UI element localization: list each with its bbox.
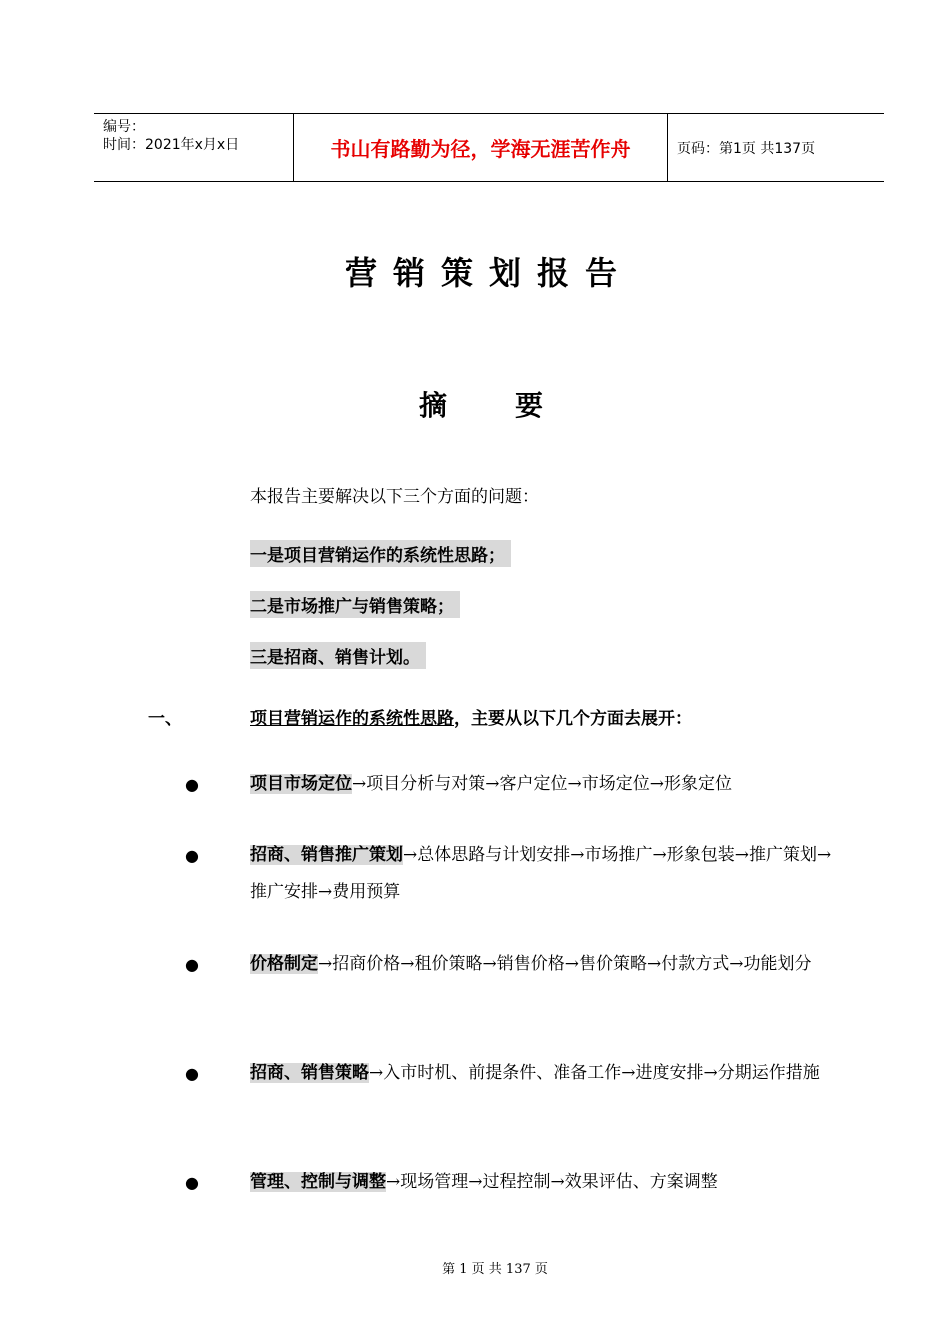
intro-text: 本报告主要解决以下三个方面的问题： bbox=[250, 487, 539, 507]
header-meta-cell bbox=[94, 114, 294, 181]
page-title: 营销策划报告 bbox=[344, 254, 633, 292]
page-footer: 第 1 页 共 137 页 bbox=[442, 1262, 548, 1277]
list-item bbox=[250, 1164, 840, 1201]
list-item-text: →入市时机、前提条件、准备工作→进度安排→分期运作措施 bbox=[369, 1063, 820, 1083]
document-number-label: 编号： bbox=[103, 119, 145, 135]
list-item-lead: 项目市场定位 bbox=[250, 774, 352, 794]
section-number: 一、 bbox=[148, 709, 182, 729]
list-item-lead: 招商、销售推广策划 bbox=[250, 845, 403, 865]
list-item bbox=[250, 1055, 840, 1092]
header-motto: 书山有路勤为径，学海无涯苦作舟 bbox=[294, 114, 668, 181]
list-item bbox=[250, 766, 840, 803]
list-item-lead: 招商、销售策略 bbox=[250, 1063, 369, 1083]
list-item bbox=[250, 837, 840, 911]
list-item-text: →项目分析与对策→客户定位→市场定位→形象定位 bbox=[352, 774, 732, 794]
bullet-icon: ● bbox=[185, 846, 199, 865]
bullet-icon: ● bbox=[185, 1064, 199, 1083]
list-item bbox=[250, 946, 840, 983]
point-1: 一是项目营销运作的系统性思路； bbox=[250, 540, 511, 567]
bullet-icon: ● bbox=[185, 1173, 199, 1192]
section-heading-rest: ，主要从以下几个方面去展开： bbox=[454, 709, 692, 729]
point-3: 三是招商、销售计划。 bbox=[250, 642, 426, 669]
bullet-icon: ● bbox=[185, 955, 199, 974]
list-item-text: →招商价格→租价策略→销售价格→售价策略→付款方式→功能划分 bbox=[318, 954, 812, 974]
section-heading-underlined: 项目营销运作的系统性思路 bbox=[250, 709, 454, 729]
bullet-icon: ● bbox=[185, 775, 199, 794]
point-2: 二是市场推广与销售策略； bbox=[250, 591, 460, 618]
document-time-label: 时间：2021年x月x日 bbox=[103, 137, 240, 153]
section-heading bbox=[250, 704, 692, 729]
list-item-text: →现场管理→过程控制→效果评估、方案调整 bbox=[386, 1172, 718, 1192]
header-table bbox=[94, 113, 884, 182]
header-page-info: 页码：第1页 共137页 bbox=[677, 140, 816, 157]
abstract-heading: 摘要 bbox=[418, 389, 611, 422]
list-item-lead: 价格制定 bbox=[250, 954, 318, 974]
list-item-lead: 管理、控制与调整 bbox=[250, 1172, 386, 1192]
list-item-text: →总体思路与计划安排→市场推广→形象包装→推广策划→推广安排→费用预算 bbox=[250, 845, 832, 902]
